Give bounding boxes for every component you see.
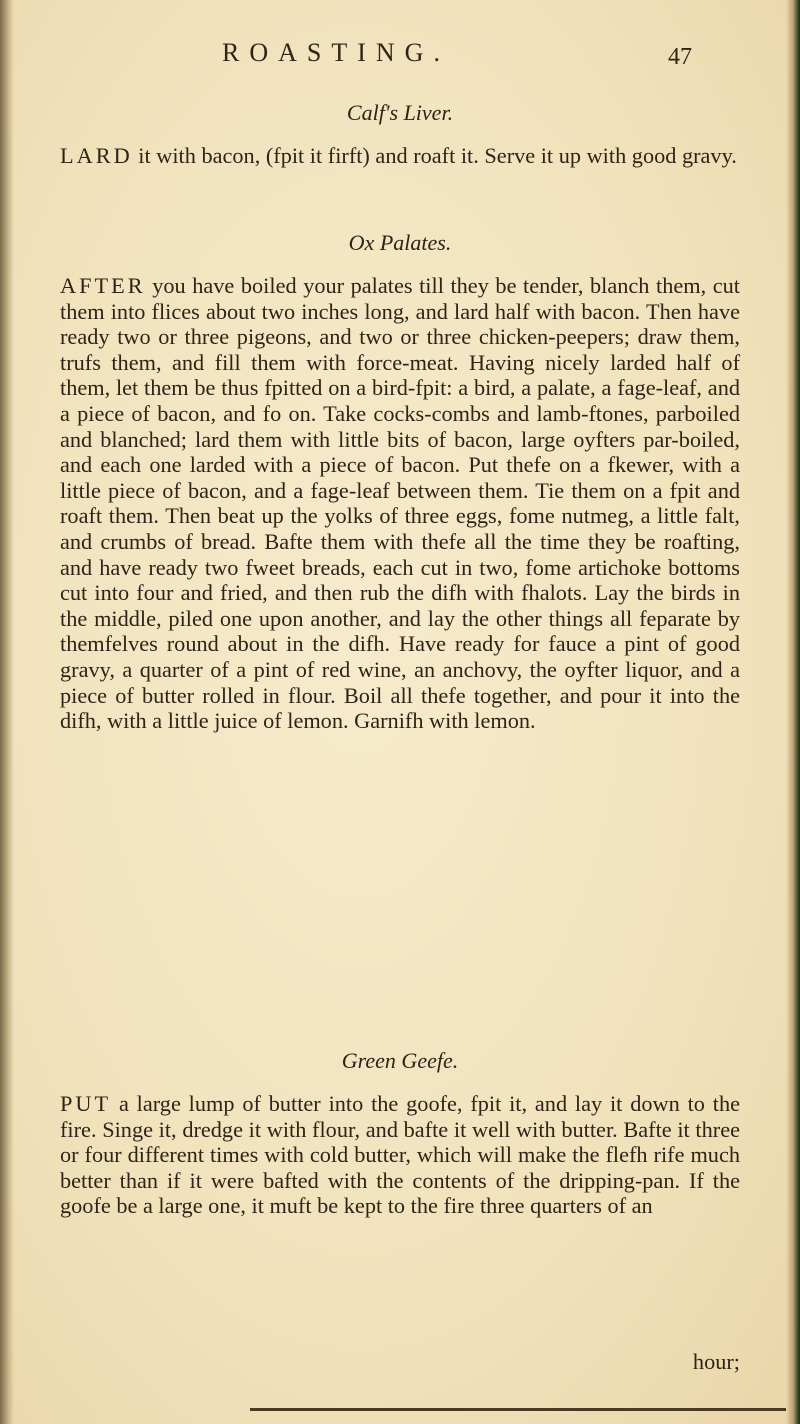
page-number: 47 <box>668 44 692 70</box>
section-title-calfs-liver: Calf's Liver. <box>346 100 454 125</box>
running-header <box>222 38 692 78</box>
section-body-ox-palates <box>60 273 740 734</box>
section-body-green-geese <box>60 1091 740 1219</box>
page-bottom-edge <box>250 1408 786 1411</box>
section-lead-word: AFTER <box>60 273 146 298</box>
section-text: a large lump of butter into the goofe, fpit it, and lay it down to the fire. Singe it, dredge it with flour, and bafte it well with butter. Bafte it three or four different times with cold butter, which will make the flefh rife much better than if it were bafted with the contents of the dripping-pan. If the goofe be a large one, it muft be kept to the fire three quarters of an <box>60 1091 740 1219</box>
section-lead-word: LARD <box>60 143 133 168</box>
section-text: you have boiled your palates till they be tender, blanch them, cut them into flices about two inches long, and lard half with bacon. Then have ready two or three pigeons, and two or three chicken-peepers; draw them, trufs them, and fill them with force-meat. Having nicely larded half of them, let them be thus fpitted on a bird-fpit: a bird, a palate, a fage-leaf, and a piece of bacon, and fo on. Take cocks-combs and lamb-ftones, parboiled and blanched; lard them with little bits of bacon, large oyfters par-boiled, and each one larded with a piece of bacon. Put thefe on a fkewer, with a little piece of bacon, and a fage-leaf between them. Tie them on a fpit and roaft them. Then beat up the yolks of three eggs, fome nutmeg, a little falt, and crumbs of bread. Bafte them with thefe all the time they be roafting, and have ready two fweet breads, each cut in two, fome artichoke bottoms cut into four and fried, and then rub the difh with fhalots. Lay the birds in the middle, piled one upon another, and lay the other things all feparate by themfelves round about in the difh. Have ready for fauce a pint of good gravy, a quarter of a pint of red wine, an anchovy, the oyfter liquor, and a piece of butter rolled in flour. Boil all thefe together, and pour it into the difh, with a little juice of lemon. Garnifh with lemon. <box>60 273 740 734</box>
page-edge <box>786 0 800 1424</box>
gutter-shadow <box>0 0 14 1424</box>
section-text: it with bacon, (fpit it firft) and roaft it. Serve it up with good gravy. <box>132 143 737 168</box>
section-body-calfs-liver <box>60 143 740 169</box>
section-title-green-geese: Green Geefe. <box>341 1048 459 1073</box>
section-title-ox-palates: Ox Palates. <box>348 230 452 255</box>
section-lead-word: PUT <box>60 1091 112 1116</box>
running-title: ROASTING. <box>222 38 450 67</box>
catchword: hour; <box>692 1349 740 1374</box>
